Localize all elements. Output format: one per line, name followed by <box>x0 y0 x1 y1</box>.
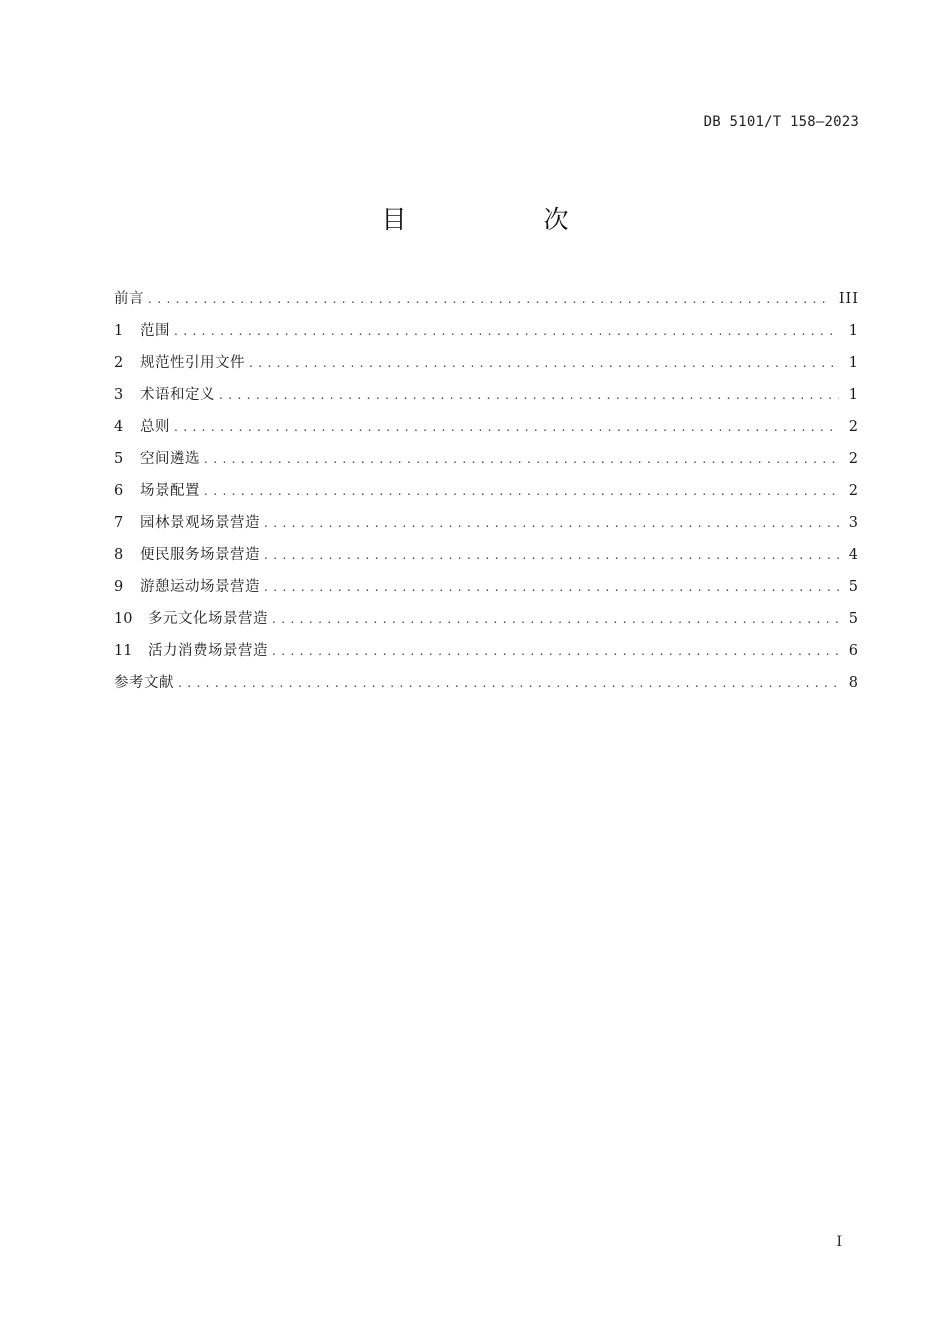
toc-entry-1[interactable] <box>114 318 859 350</box>
toc-entry-number: 8 <box>114 547 124 563</box>
toc-entry-page: 2 <box>848 419 859 435</box>
toc-entry-page: 2 <box>848 451 859 467</box>
toc-entry-11[interactable] <box>114 638 859 670</box>
toc-leader-dots <box>264 510 839 536</box>
page-number: I <box>836 1234 842 1250</box>
toc-entry-number: 9 <box>114 579 124 595</box>
toc-entry-7[interactable] <box>114 510 859 542</box>
toc-entry-2[interactable] <box>114 350 859 382</box>
toc-leader-dots <box>148 286 829 312</box>
toc-entry-page: 2 <box>848 483 859 499</box>
toc-entry-label: 游憩运动场景营造 <box>140 579 260 595</box>
toc-entry-number: 10 <box>114 611 133 627</box>
toc-leader-dots <box>174 318 839 344</box>
toc-entry-6[interactable] <box>114 478 859 510</box>
toc-entry-number: 7 <box>114 515 124 531</box>
toc-entry-page: 4 <box>848 547 859 563</box>
toc-entry-page: 1 <box>848 323 859 339</box>
table-of-contents <box>114 286 859 702</box>
toc-leader-dots <box>249 350 839 376</box>
toc-title: 目 次 <box>381 205 625 234</box>
toc-entry-number: 6 <box>114 483 124 499</box>
toc-entry-10[interactable] <box>114 606 859 638</box>
toc-entry-label: 活力消费场景营造 <box>148 643 268 659</box>
toc-entry-label: 范围 <box>140 323 170 339</box>
toc-entry-label: 前言 <box>114 291 144 307</box>
toc-leader-dots <box>178 670 839 696</box>
toc-leader-dots <box>204 446 839 472</box>
toc-entry-number: 4 <box>114 419 124 435</box>
toc-entry-page: 1 <box>848 355 859 371</box>
toc-entry-label: 规范性引用文件 <box>140 355 245 371</box>
toc-leader-dots <box>174 414 839 440</box>
toc-leader-dots <box>264 574 839 600</box>
toc-entry-label: 园林景观场景营造 <box>140 515 260 531</box>
toc-entry-number: 11 <box>114 643 133 659</box>
toc-entry-foreword[interactable] <box>114 286 859 318</box>
toc-leader-dots <box>219 382 839 408</box>
toc-entry-8[interactable] <box>114 542 859 574</box>
toc-entry-number: 1 <box>114 323 124 339</box>
toc-entry-label: 总则 <box>140 419 170 435</box>
toc-leader-dots <box>204 478 839 504</box>
toc-entry-page: III <box>838 291 859 307</box>
toc-entry-page: 6 <box>848 643 859 659</box>
toc-entry-number: 5 <box>114 451 124 467</box>
toc-leader-dots <box>264 542 839 568</box>
toc-entry-number: 3 <box>114 387 124 403</box>
toc-entry-4[interactable] <box>114 414 859 446</box>
toc-entry-label: 参考文献 <box>114 675 174 691</box>
toc-entry-references[interactable] <box>114 670 859 702</box>
toc-leader-dots <box>272 606 839 632</box>
toc-entry-9[interactable] <box>114 574 859 606</box>
toc-entry-label: 术语和定义 <box>140 387 215 403</box>
toc-entry-page: 8 <box>848 675 859 691</box>
toc-entry-page: 5 <box>848 579 859 595</box>
toc-entry-3[interactable] <box>114 382 859 414</box>
toc-entry-page: 1 <box>848 387 859 403</box>
toc-entry-label: 多元文化场景营造 <box>148 611 268 627</box>
toc-leader-dots <box>272 638 839 664</box>
toc-entry-label: 空间遴选 <box>140 451 200 467</box>
toc-entry-label: 便民服务场景营造 <box>140 547 260 563</box>
toc-entry-number: 2 <box>114 355 124 371</box>
document-code: DB 5101/T 158—2023 <box>703 114 859 130</box>
toc-entry-5[interactable] <box>114 446 859 478</box>
toc-entry-page: 5 <box>848 611 859 627</box>
toc-entry-label: 场景配置 <box>140 483 200 499</box>
toc-entry-page: 3 <box>848 515 859 531</box>
